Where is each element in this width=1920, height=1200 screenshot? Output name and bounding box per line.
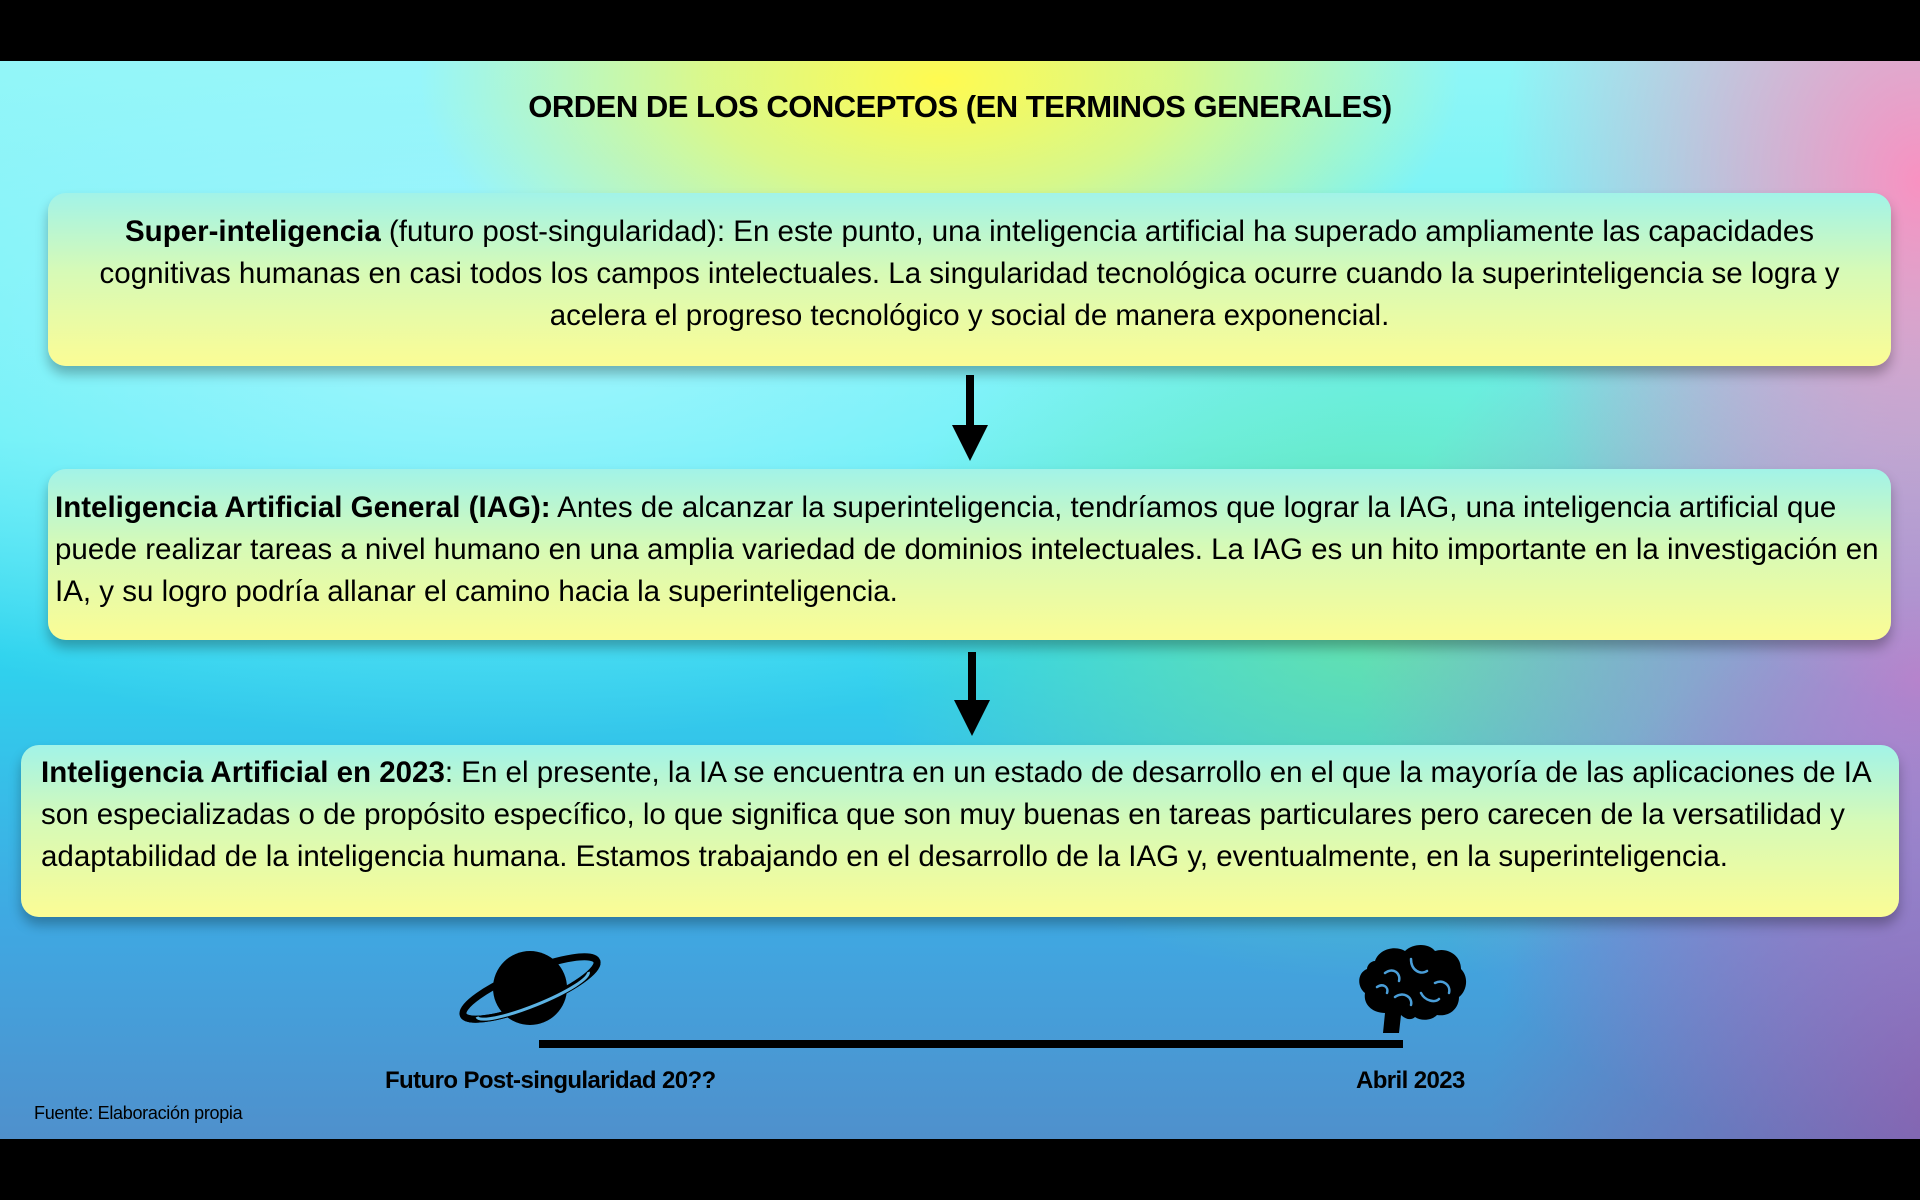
concept-description: : En el presente, la IA se encuentra en un estado de desarrollo en el que la mayoría de las aplicaciones de IA son especializadas o de propósito específico, lo que significa que son muy buenas en tareas particulares pero carecen de la versatilidad y adaptabilidad de la inteligencia humana. Estamos trabajando en el desarrollo de la IAG y, eventualmente, en la superinteligencia. <box>41 756 1870 873</box>
planet-icon <box>456 947 604 1029</box>
timeline-line <box>539 1040 1403 1048</box>
arrow-down-icon <box>950 375 990 463</box>
timeline-label-present: Abril 2023 <box>1356 1067 1465 1094</box>
page-title: ORDEN DE LOS CONCEPTOS (EN TERMINOS GENERALES) <box>528 89 1392 124</box>
concept-box-ai-2023 <box>21 745 1899 917</box>
brain-icon <box>1355 943 1469 1035</box>
concept-title: Super-inteligencia <box>125 215 381 248</box>
concept-box-superintelligence <box>48 193 1891 366</box>
arrow-down-icon <box>952 652 992 738</box>
concept-description: (futuro post-singularidad): En este punto, una inteligencia artificial ha superado ampliamente las capacidades cognitivas humanas en casi todos los campos intelectuales. La singularidad tecnológica ocurre cuando la superinteligencia se logra y acelera el progreso tecnológico y social de manera exponencial. <box>99 215 1840 332</box>
concept-description: Antes de alcanzar la superinteligencia, tendríamos que lograr la IAG, una inteligencia artificial que puede realizar tareas a nivel humano en una amplia variedad de dominios intelectuales. La IAG es un hito importante en la investigación en IA, y su logro podría allanar el camino hacia la superinteligencia. <box>55 491 1879 608</box>
concept-title: Inteligencia Artificial General (IAG): <box>55 491 551 524</box>
infographic-canvas <box>0 61 1920 1139</box>
source-note: Fuente: Elaboración propia <box>34 1103 243 1123</box>
timeline-label-future: Futuro Post-singularidad 20?? <box>385 1067 716 1094</box>
concept-box-agi <box>48 469 1891 640</box>
concept-title: Inteligencia Artificial en 2023 <box>41 756 445 789</box>
